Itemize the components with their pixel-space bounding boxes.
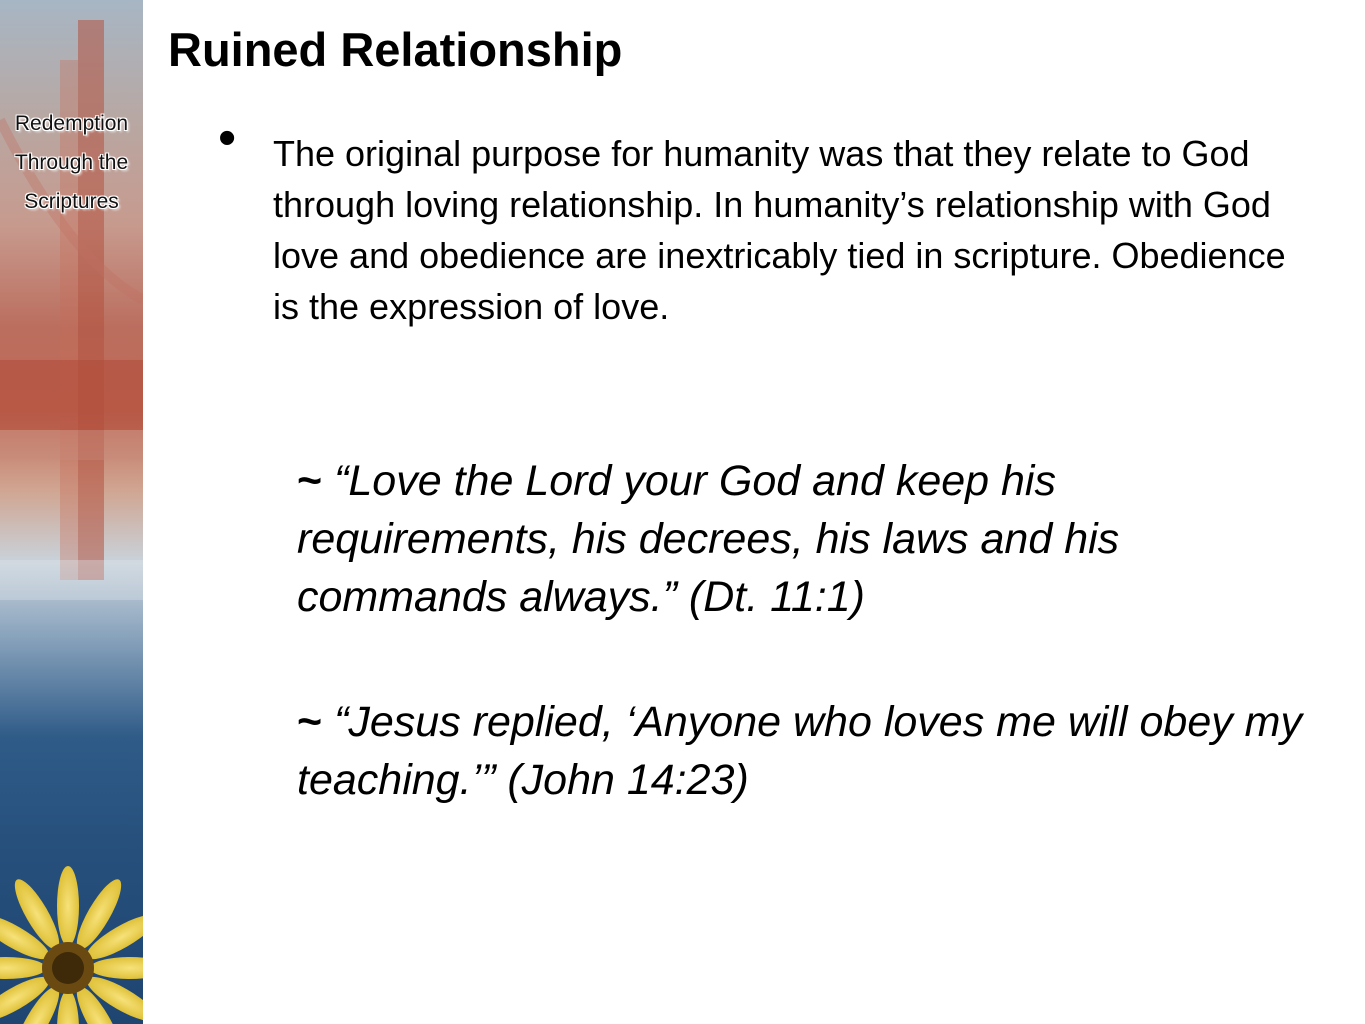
- quote-marker: ~: [297, 698, 323, 746]
- bullet-dot-icon: •: [218, 109, 237, 167]
- scripture-quote-2: [297, 693, 1307, 809]
- side-label-line-1: Redemption: [14, 112, 129, 135]
- quote-text: “Love the Lord your God and keep his requirements, his decrees, his laws and his commands always.” (Dt. 11:1): [297, 457, 1120, 621]
- side-label-line-2: Through the: [14, 151, 129, 174]
- slide-title: Ruined Relationship: [168, 23, 623, 76]
- bullet-text: The original purpose for humanity was that they relate to God through loving relationship. In humanity’s relationship with God love and obedience are inextricably tied in scripture. Obedience is the expression of love.: [273, 133, 1286, 327]
- quote-text: “Jesus replied, ‘Anyone who loves me will obey my teaching.’” (John 14:23): [297, 698, 1302, 804]
- side-label: [0, 104, 143, 221]
- scripture-quote-1: [297, 452, 1307, 626]
- side-label-line-3: Scriptures: [24, 190, 119, 213]
- quote-marker: ~: [297, 457, 323, 505]
- side-panel-decoration: [0, 0, 143, 1024]
